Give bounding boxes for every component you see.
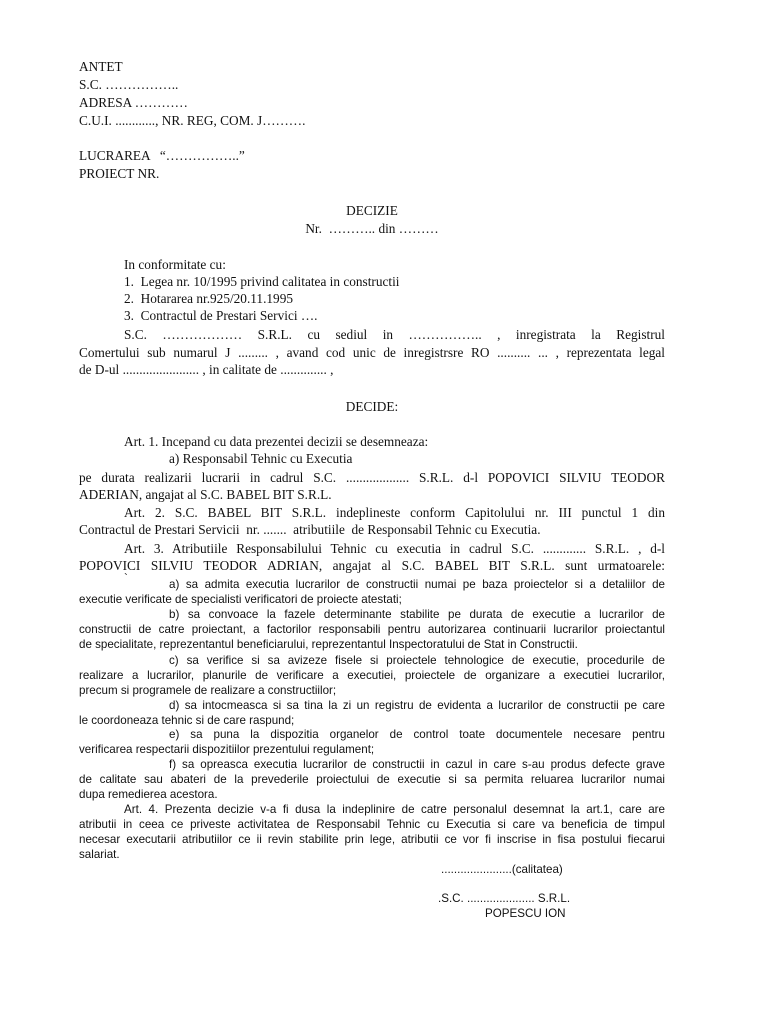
conformity-item: 1. Legea nr. 10/1995 privind calitatea in constructii	[124, 274, 400, 289]
article-1-line: Art. 1. Incepand cu data prezentei decizii se desemneaza:	[124, 434, 429, 449]
company-paragraph-line: de D-ul ....................... , in calitate de .............. ,	[79, 362, 334, 377]
duty-f-line: dupa remedierea acestora.	[79, 788, 218, 801]
duty-b-line: de specialitate, reprezentantul beneficiarului, reprezentantul Inspectoratului de Stat in Constructii.	[79, 638, 578, 651]
header-company: S.C. ……………..	[79, 77, 179, 92]
header-project: PROIECT NR.	[79, 166, 160, 181]
header-cui: C.U.I. ............, NR. REG, COM. J……….	[79, 113, 306, 128]
duty-c-line: realizare a lucrarilor, planurile de verificare a executiei, proiectele de organizare a executiei lucrarilor,	[79, 669, 665, 682]
header-address: ADRESA …………	[79, 95, 188, 110]
article-1-line: ADERIAN, angajat al S.C. BABEL BIT S.R.L.	[79, 487, 332, 502]
article-3-line: POPOVICI SILVIU TEODOR ADRIAN, angajat al S.C. BABEL BIT S.R.L. sunt urmatoarele:	[79, 558, 665, 573]
duty-a-line: executie verificate de specialisti verificatori de proiecte atestati;	[79, 593, 402, 606]
duty-b-line: b) sa convoace la fazele determinante stabilite pe durata de executie a lucrarilor de	[169, 608, 665, 621]
company-paragraph-line: Comertului sub numarul J ......... , avand cod unic de inregistrsre RO .......... ... , reprezentata legal	[79, 345, 665, 360]
document-number: Nr. ……….. din ………	[305, 221, 439, 236]
signature-company: .S.C. ..................... S.R.L.	[438, 892, 571, 905]
header-antet: ANTET	[79, 59, 123, 74]
duty-e-line: verificarea respectarii dispozitiilor prezentului regulament;	[79, 743, 375, 756]
signature-capacity: ......................(calitatea)	[441, 863, 563, 876]
article-2-line: Art. 2. S.C. BABEL BIT S.R.L. indeplineste conform Capitolului nr. III punctul 1 din	[124, 505, 665, 520]
duty-e-line: e) sa puna la dispozitia organelor de control toate documentele necesare pentru	[169, 728, 665, 741]
signature-name: POPESCU ION	[485, 907, 566, 920]
document-title: DECIZIE	[346, 203, 398, 218]
duty-a-line: a) sa admita executia lucrarilor de constructii numai pe baza proiectelor si a detaliilor de	[169, 578, 665, 591]
duty-c-line: precum si programele de realizare a constructiilor;	[79, 684, 337, 697]
duty-f-line: f) sa opreasca executia lucrarilor de constructii in cazul in care s-au produs defecte grave	[169, 758, 665, 771]
company-paragraph-line: S.C. ……………… S.R.L. cu sediul in …………….. , inregistrata la Registrul	[124, 327, 665, 342]
duty-b-line: constructii de catre proiectant, a factorilor responsabili pentru autorizarea continuarii lucrarilor proiectantul	[79, 623, 665, 636]
article-4-line: necesar executarii atributiilor ce ii revin stabilite prin lege, atributii ce vor fi inscrise in fisa postului fiecarui	[79, 833, 665, 846]
duty-d-line: le coordoneaza tehnic si de care raspund;	[79, 714, 295, 727]
article-1-line: pe durata realizarii lucrarii in cadrul S.C. ................... S.R.L. d-l POPOVICI SILVIU TEODOR	[79, 470, 665, 485]
duty-f-line: de calitate sau abateri de la prevederile proiectului de executie si sa permita reluarea lucrarilor numai	[79, 773, 665, 786]
conformity-item: 2. Hotararea nr.925/20.11.1995	[124, 291, 294, 306]
conformity-item: 3. Contractul de Prestari Servici ….	[124, 308, 318, 323]
duty-tick-mark: `	[124, 572, 128, 585]
article-2-line: Contractul de Prestari Servicii nr. ....... atributiile de Responsabil Tehnic cu Executia.	[79, 522, 541, 537]
conformity-intro: In conformitate cu:	[124, 257, 226, 272]
article-4-line: Art. 4. Prezenta decizie v-a fi dusa la indeplinire de catre personalul desemnat la art.1, care are	[124, 803, 665, 816]
duty-d-line: d) sa intocmeasca si sa tina la zi un registru de evidenta a lucrarilor de constructii pe care	[169, 699, 665, 712]
article-4-line: atributii in ceea ce priveste activitatea de Responsabil Tehnic cu Executia si care va beneficia de timpul	[79, 818, 665, 831]
article-4-line: salariat.	[79, 848, 120, 861]
article-3-line: Art. 3. Atributiile Responsabilului Tehnic cu executia in cadrul S.C. ............. S.R.L. , d-l	[124, 541, 665, 556]
decide-heading: DECIDE:	[345, 399, 399, 414]
duty-c-line: c) sa verifice si sa avizeze fisele si proiectele tehnologice de executie, procedurile de	[169, 654, 665, 667]
header-work: LUCRAREA “……………..”	[79, 148, 245, 163]
article-1-line: a) Responsabil Tehnic cu Executia	[169, 451, 353, 466]
